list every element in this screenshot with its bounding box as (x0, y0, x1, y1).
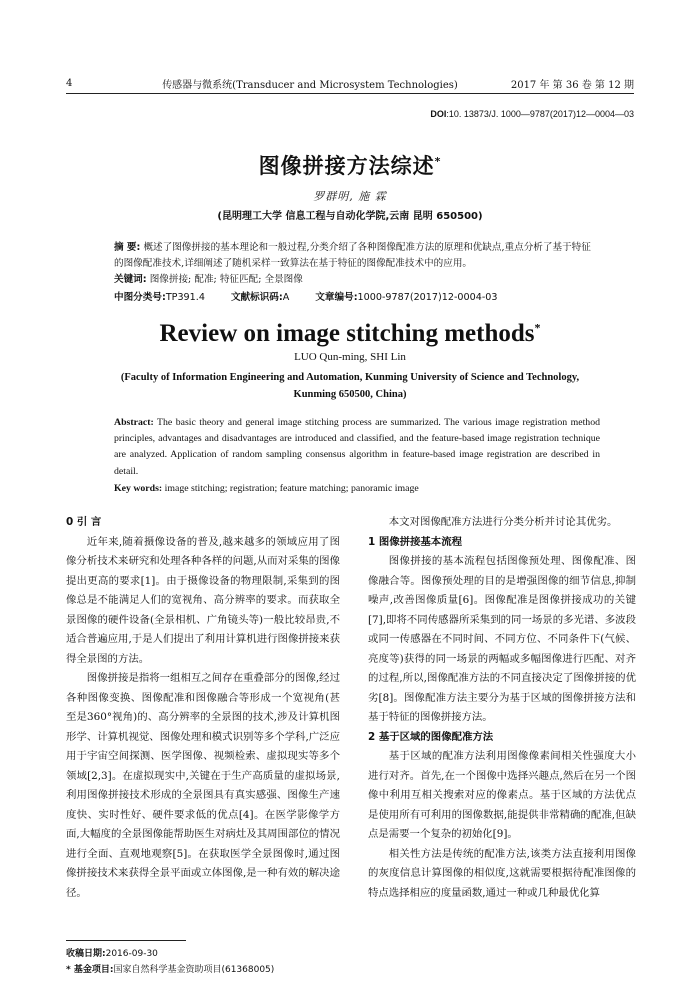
clc-number: 中图分类号:TP391.4 (114, 292, 205, 303)
footnote-fund: * 基金项目:国家自然科学基金资助项目(61368005) (66, 965, 275, 975)
english-authors: LUO Qun-ming, SHI Lin (294, 351, 406, 363)
english-title (0, 320, 700, 348)
chinese-title-text: 图像拼接方法综述 (258, 154, 435, 178)
article-number: 文章编号:1000-9787(2017)12-0004-03 (315, 292, 498, 303)
chinese-authors: 罗群明, 施 霖 (313, 190, 387, 203)
abstract-text: 概述了图像拼接的基本理论和一般过程,分类介绍了各种图像配准方法的原理和优缺点,重点分析了基于特征的图像配准技术,详细阐述了随机采样一致算法在基于特征的图像配准技术中的应用。 (114, 242, 591, 269)
english-abstract-label: Abstract: (114, 417, 154, 428)
footnote-rule (66, 940, 186, 941)
issue-info: 2017 年 第 36 卷 第 12 期 (510, 79, 634, 91)
document-code: 文献标识码:A (230, 292, 290, 303)
english-affiliation: (Faculty of Information Engineering and Automation, Kunming University of Science and Technology, Kunming 650500, China) (120, 372, 580, 400)
paragraph: 图像拼接的基本流程包括图像预处理、图像配准、图像融合等。图像预处理的目的是增强图像的细节信息,抑制噪声,改善图像质量[6]。图像配准是图像拼接成功的关键[7],即将不同传感器所采集到的同一场景的多光谱、多波段或同一传感器在不同时间、不同方位、不同条件下(气候、亮度等)获得的同一场景的两幅或多幅图像进行匹配、对齐的过程,所以,图像配准方法的不同直接决定了图像拼接的优劣[8]。图像配准方法主要分为基于区域的图像拼接方法和基于特征的图像拼接方法。 (368, 555, 636, 723)
english-title-text: Review on image stitching methods (159, 320, 535, 347)
paragraph: 相关性方法是传统的配准方法,该类方法直接利用图像的灰度信息计算图像的相似度,这就需要根据待配准图像的特点选择相应的度量函数,通过一种或几种最优化算 (368, 847, 636, 899)
doi-label: DOI (430, 109, 447, 119)
english-keywords-label: Key words: (114, 483, 163, 494)
english-abstract (114, 415, 600, 480)
doi-value: :10. 13873/J. 1000—9787(2017)12—0004—03 (446, 109, 634, 119)
body-column-right (368, 513, 636, 903)
abstract-label: 摘 要: (114, 242, 141, 253)
english-keywords-text: image stitching; registration; feature matching; panoramic image (164, 483, 419, 494)
paragraph: 图像拼接是指将一组相互之间存在重叠部分的图像,经过各种图像变换、图像配准和图像融合等形成一个宽视角(甚至是360°视角)的、高分辨率的全景图的技术,涉及计算机图形学、计算机视觉、图像处理和模式识别等多个学科,广泛应用于宇宙空间探测、医学图像、视频检索、虚拟现实等多个领域[2,3]。在虚拟现实中,关键在于生产高质量的虚拟场景,利用图像拼接技术形成的全景图具有真实感强、图像生产速度快、实时性好、硬件要求低的优点[4]。在医学影像学方面,大幅度的全景图像能帮助医生对病灶及其周围部位的情况进行全面、直观地观察[5]。在获取医学全景图像时,通过图像拼接技术来获得全景平面或立体图像,是一种有效的解决途径。 (66, 672, 340, 899)
classification-line (114, 289, 600, 303)
paragraph: 本文对图像配准方法进行分类分析并讨论其优劣。 (388, 516, 618, 528)
paragraph: 近年来,随着摄像设备的普及,越来越多的领域应用了图像分析技术来研究和处理各种各样的问题,从而对采集的图像提出更高的要求[1]。由于摄像设备的物理限制,采集到的图像总是不能满足人们的宽视角、高分辨率的要求。而获取全景图像的硬件设备(全景相机、广角镜头等)一般比较昂贵,不适合普遍应用,于是人们提出了利用计算机进行图像拼接来获得全景图的方法。 (66, 535, 340, 665)
section-heading-region-based: 2 基于区域的图像配准方法 (368, 730, 494, 743)
header-rule (66, 93, 634, 94)
english-abstract-text: The basic theory and general image stitching process are summarized. The various image registration method principles, advantages and disadvantages are introduced and classified, and the feature-based image registration technique are analyzed. Application of random sampling consensus algorithm in feature-based image registration are described in detail. (114, 417, 600, 477)
keywords-text: 图像拼接; 配准; 特征匹配; 全景图像 (149, 274, 303, 285)
english-keywords (114, 483, 600, 494)
title-footnote-mark: * (434, 155, 442, 168)
chinese-abstract (114, 240, 600, 288)
footnote-received: 收稿日期:2016-09-30 (66, 949, 158, 959)
paragraph: 基于区域的配准方法利用图像像素间相关性强度大小进行对齐。首先,在一个图像中选择兴趣点,然后在另一个图像中利用互相关搜索对应的像素点。基于区域的方法优点是使用所有可利用的图像数据,能提供非常精确的配准,但缺点是需要一个复杂的初始化[9]。 (368, 750, 636, 840)
journal-name: 传感器与微系统(Transducer and Microsystem Technologies) (162, 79, 458, 91)
chinese-title (0, 150, 700, 180)
section-heading-introduction: 0 引 言 (66, 516, 102, 528)
doi (430, 109, 634, 119)
keywords-label: 关键词: (114, 274, 147, 285)
section-heading-basic-process: 1 图像拼接基本流程 (368, 535, 462, 548)
chinese-affiliation: (昆明理工大学 信息工程与自动化学院,云南 昆明 650500) (217, 211, 483, 222)
body-column-left (66, 513, 340, 903)
page-number: 4 (66, 77, 73, 89)
running-head (66, 74, 634, 92)
english-title-mark: * (534, 320, 541, 335)
